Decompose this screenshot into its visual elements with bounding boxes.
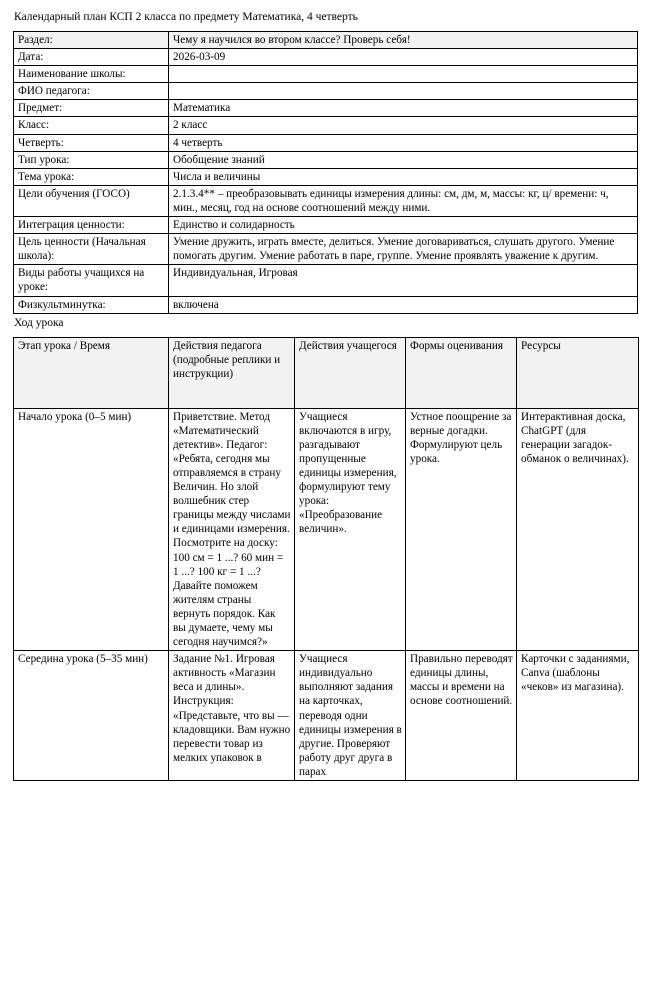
plan-cell-resources: Карточки с заданиями, Canva (шаблоны «чеков» из магазина).: [517, 651, 639, 781]
plan-cell-student: Учащиеся включаются в игру, разгадывают пропущенные единицы измерения, формулируют тему урока: «Преобразование величин».: [295, 408, 406, 651]
info-row: [14, 117, 638, 134]
lesson-info-table: [13, 31, 638, 314]
info-row-label: Цели обучения (ГОСО): [14, 185, 169, 216]
info-row: [14, 100, 638, 117]
plan-column-header: Действия учащегося: [295, 337, 406, 408]
info-row: [14, 151, 638, 168]
plan-row: [14, 408, 639, 651]
info-row-label: Виды работы учащихся на уроке:: [14, 265, 169, 296]
plan-cell-assessment: Устное поощрение за верные догадки. Формулируют цель урока.: [406, 408, 517, 651]
info-row-value: Единство и солидарность: [169, 217, 638, 234]
lesson-flow-label: Ход урока: [14, 316, 64, 329]
plan-header-row: [14, 337, 639, 408]
lesson-plan-body: [14, 408, 639, 780]
plan-cell-student: Учащиеся индивидуально выполняют задания на карточках, переводя одни единицы измерения в другие. Проверяют работу друг друга в парах: [295, 651, 406, 781]
plan-cell-teacher: Приветствие. Метод «Математический детектив». Педагог: «Ребята, сегодня мы отправляемся в страну Величин. Но злой волшебник стер границы между числами и единицами измерения. Посмотрите на доску: 100 см = 1 ...? 60 мин = 1 ...? 100 кг = 1 ...? Давайте поможем жителям страны вернуть порядок. Как вы думаете, чему мы сегодня научимся?»: [169, 408, 295, 651]
info-row: [14, 265, 638, 296]
info-row-label: Наименование школы:: [14, 66, 169, 83]
info-row: [14, 32, 638, 49]
info-row: [14, 66, 638, 83]
info-row-label: Предмет:: [14, 100, 169, 117]
plan-cell-resources: Интерактивная доска, ChatGPT (для генерации загадок-обманок о величинах).: [517, 408, 639, 651]
plan-column-header: Этап урока / Время: [14, 337, 169, 408]
plan-cell-assessment: Правильно переводят единицы длины, массы и времени на основе соотношений.: [406, 651, 517, 781]
plan-cell-stage: Середина урока (5–35 мин): [14, 651, 169, 781]
info-row-value: включена: [169, 296, 638, 313]
plan-row: [14, 651, 639, 781]
info-row-label: Тема урока:: [14, 168, 169, 185]
info-row-label: Интеграция ценности:: [14, 217, 169, 234]
info-row-label: Раздел:: [14, 32, 169, 49]
info-row-label: ФИО педагога:: [14, 83, 169, 100]
page-title: Календарный план КСП 2 класса по предмету Математика, 4 четверть: [14, 11, 358, 23]
info-row-value: Обобщение знаний: [169, 151, 638, 168]
plan-column-header: Формы оценивания: [406, 337, 517, 408]
plan-column-header: Ресурсы: [517, 337, 639, 408]
plan-cell-stage: Начало урока (0–5 мин): [14, 408, 169, 651]
info-row-value: 2026-03-09: [169, 49, 638, 66]
info-row-label: Четверть:: [14, 134, 169, 151]
info-row-value: [169, 83, 638, 100]
info-row-value: 2.1.3.4** – преобразовывать единицы измерения длины: см, дм, м, массы: кг, ц/ времени: ч, мин., месяц, год на основе соотношений между ними.: [169, 185, 638, 216]
info-row: [14, 49, 638, 66]
info-row-value: [169, 66, 638, 83]
info-row-value: 4 четверть: [169, 134, 638, 151]
info-row-value: Умение дружить, играть вместе, делиться. Умение договариваться, слушать другого. Умение помогать другим. Умение работать в паре, группе. Умение проявлять уважение к другим.: [169, 234, 638, 265]
info-row-label: Тип урока:: [14, 151, 169, 168]
lesson-plan-table: [13, 337, 639, 781]
lesson-info-body: [14, 32, 638, 314]
plan-column-header: Действия педагога (подробные реплики и инструкции): [169, 337, 295, 408]
info-row: [14, 168, 638, 185]
info-row-label: Физкультминутка:: [14, 296, 169, 313]
info-row: [14, 134, 638, 151]
plan-cell-teacher: Задание №1. Игровая активность «Магазин веса и длины». Инструкция: «Представьте, что вы — кладовщики. Вам нужно перевести товар из мелких упаковок в: [169, 651, 295, 781]
info-row-value: 2 класс: [169, 117, 638, 134]
info-row: [14, 185, 638, 216]
info-row-label: Цель ценности (Начальная школа):: [14, 234, 169, 265]
lesson-plan-header: [14, 337, 639, 408]
info-row-value: Чему я научился во втором классе? Проверь себя!: [169, 32, 638, 49]
info-row: [14, 296, 638, 313]
info-row: [14, 83, 638, 100]
info-row: [14, 217, 638, 234]
info-row-label: Дата:: [14, 49, 169, 66]
info-row-value: Числа и величины: [169, 168, 638, 185]
info-row-label: Класс:: [14, 117, 169, 134]
info-row-value: Математика: [169, 100, 638, 117]
info-row-value: Индивидуальная, Игровая: [169, 265, 638, 296]
info-row: [14, 234, 638, 265]
